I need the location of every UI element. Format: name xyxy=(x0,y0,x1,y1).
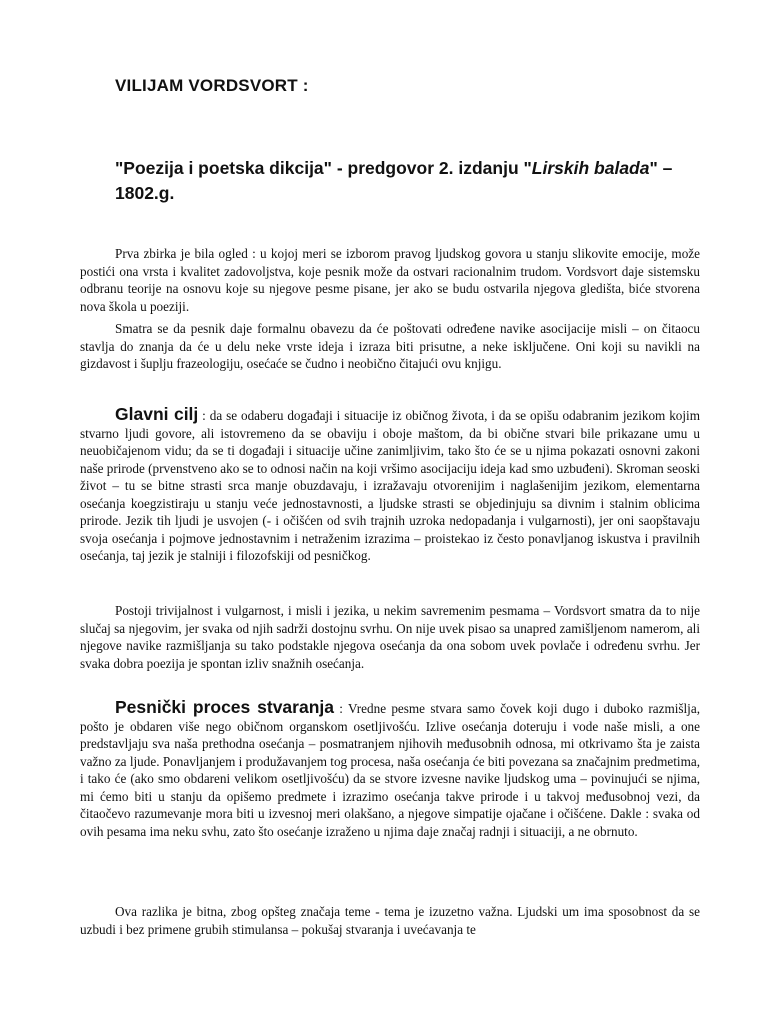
section-heading-pesnicki-proces: Pesnički proces stvaranja xyxy=(115,697,334,717)
section-heading-glavni-cilj: Glavni cilj xyxy=(115,404,199,424)
title-italic: Lirskih balada xyxy=(531,158,650,178)
paragraph-6: Ova razlika je bitna, zbog opšteg značaja teme - tema je izuzetno važna. Ljudski um ima sposobnost da se uzbudi i bez primene grubih stimulansa – pokušaj stvaranja i uvećavanja te xyxy=(80,904,700,937)
paragraph-2: Smatra se da pesnik daje formalnu obavezu da će poštovati određene navike asocijacije misli – on čitaocu stavlja do znanja da će u delu neke vrste ideja i izraza biti prisutne, a neke isključene. Oni koji su navikli na gizdavost i šuplju frazeologiju, osećaće se čudno i neobično čitajući ovu knjigu. xyxy=(80,321,700,371)
title-part-1: "Poezija i poetska dikcija" - predgovor 2. izdanju " xyxy=(115,158,532,178)
paragraph-5-text: : Vredne pesme stvara samo čovek koji dugo i duboko razmišlja, pošto je obdaren više nego običnom organskom osetljivošću. Izlive osećanja doteruju i vode naše misli, a one predstavljaju sva naša prethodna osećanja – posmatranjem njihovih međusobnih odnosa, mi otkrivamo šta je zaista važno za ljude. Ponavljanjem i produžavanjem tog procesa, naša osećanja će biti povezana sa značajnim predmetima, i tako će (ako smo obdareni velikom osetljivošću) da se stvore izvesne navike ljudskog uma – povinujući se njima, mi ćemo biti u stanju da opišemo predmete i izrazimo osećanja takve prirode i u takvoj međusobnoj vezi, da čitaočevo razumevanje mora biti u izvesnoj meri olakšano, a njegove simpatije ojačane i očišćene. Dakle : svaka od ovih pesama ima neku svhu, zato što osećanje izraženo u njima daje značaj radnji i situaciji, a ne obrnuto. xyxy=(80,701,700,839)
title-part-2: " – 1802.g. xyxy=(115,158,673,203)
paragraph-1: Prva zbirka je bila ogled : u kojoj meri se izborom pravog ljudskog govora u stanju slikovite emocije, može postići ona vrsta i kvalitet zadovoljstva, koje pesnik može da ostvari racionalnim trudom. Vordsvort daje sistemsku odbranu teorije na osnovu koje su njegove pesme pisane, jer ako se budu ostvarila njegova gledišta, biće stvorena nova škola u poeziji. xyxy=(80,246,700,314)
paragraph-5 xyxy=(80,699,700,840)
paragraph-3 xyxy=(80,406,700,565)
document-title xyxy=(115,156,675,206)
author-heading: VILIJAM VORDSVORT : xyxy=(115,76,309,95)
paragraph-3-text: : da se odaberu događaji i situacije iz običnog života, i da se opišu odabranim jezikom kojim stvarno ljudi govore, ali istovremeno da se obaviju i oboje maštom, da bi obične stvari bile prikazane umu u neuobičajenom vidu; da se ti događaji i situacije učine zanimljivim, tako što će se u njima pokazati osnovni zakoni naše prirode (prvenstveno ako se to odnosi način na koji vršimo asocijaciju ideja kad smo uzbuđeni). Skroman seoski život – tu se bitne strasti srca manje obuzdavaju, i izražavaju otvorenijim i naglašenijim jezikom, elementarna osećanja koegzistiraju u stanju veće jednostavnosti, a ljudske strasti se objedinjuju sa divnim i stalnim oblicima prirode. Jezik tih ljudi je usvojen (- i očišćen od svih trajnih uzroka nedopadanja i vulgarnosti), jer oni saopštavaju svoja osećanja i pojmove jednostavnim i netraženim izrazima – proistekao iz često ponavljanog iskustva i pravilnih osećanja, taj jezik je stalniji i filozofskiji od pesničkog. xyxy=(80,408,700,563)
paragraph-4: Postoji trivijalnost i vulgarnost, i misli i jezika, u nekim savremenim pesmama – Vordsvort smatra da to nije slučaj sa njegovim, jer svaka od njih sadrži dostojnu svrhu. On nije uvek pisao sa unapred zamišljenom namerom, ali njegove navike razmišljanja su tako podstakle njegova osećanja da ona sobom uvek povlače i određenu svrhu. Jer svaka dobra poezija je spontan izliv snažnih osećanja. xyxy=(80,603,700,671)
